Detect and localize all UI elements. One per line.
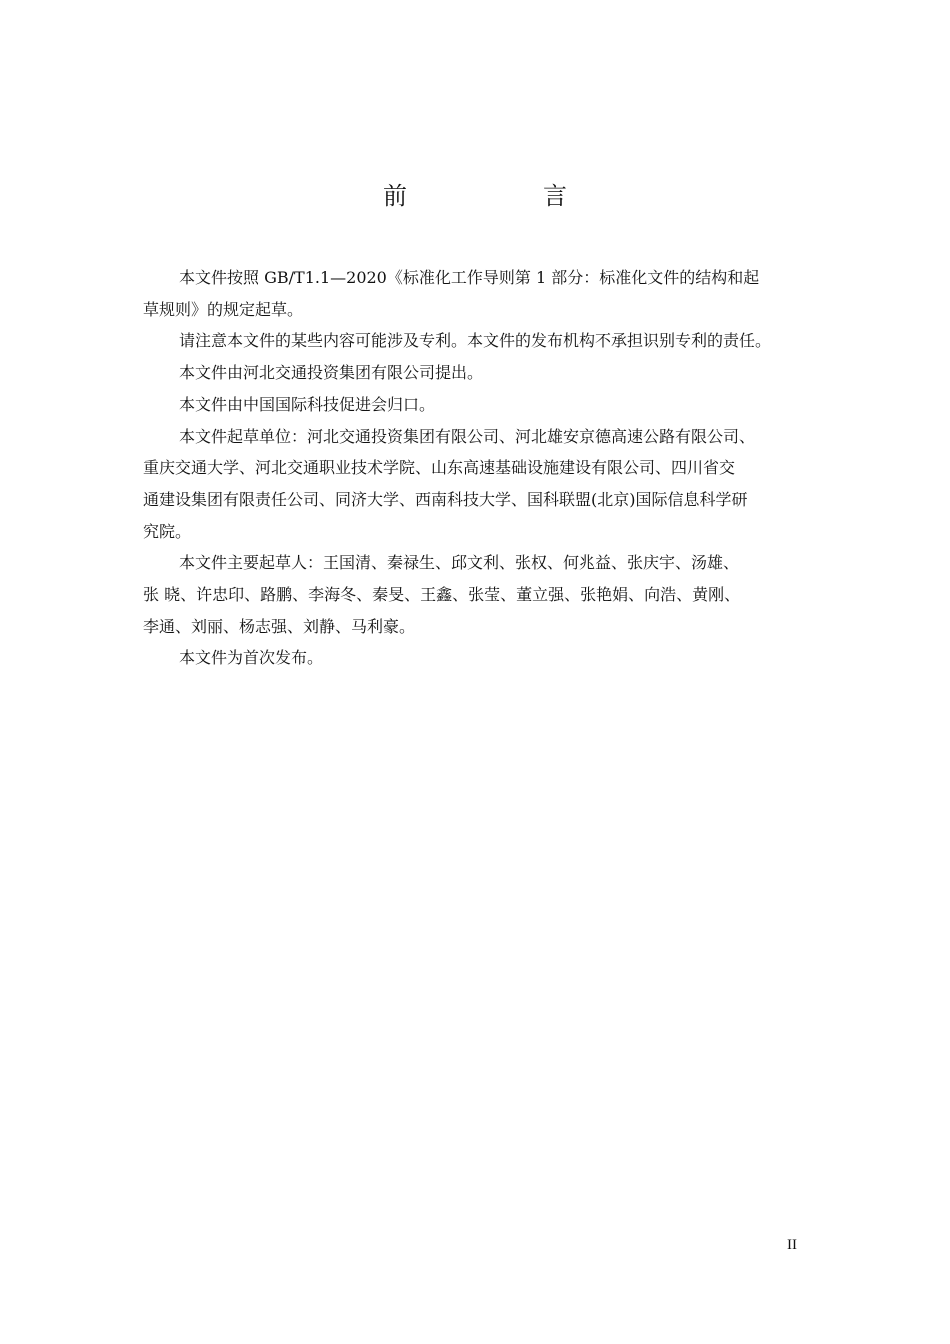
- paragraph-line: 本文件起草单位：河北交通投资集团有限公司、河北雄安京德高速公路有限公司、: [179, 426, 756, 446]
- page-number: II: [787, 1237, 797, 1253]
- paragraph-line: 本文件按照 GB/T1.1—2020《标准化工作导则第 1 部分：标准化文件的结构和起: [179, 268, 760, 287]
- page-title: 前 言: [383, 182, 623, 210]
- paragraph-administrator: [143, 389, 819, 421]
- paragraph-line: 重庆交通大学、河北交通职业技术学院、山东高速基础设施建设有限公司、四川省交: [143, 458, 736, 478]
- paragraph-first-release: [143, 642, 819, 674]
- paragraph-line: 李通、刘丽、杨志强、刘静、马利豪。: [143, 616, 416, 636]
- paragraph-line: 通建设集团有限责任公司、同济大学、西南科技大学、国科联盟(北京)国际信息科学研: [143, 489, 748, 509]
- paragraph-drafting-units: [143, 421, 819, 548]
- paragraph-drafting-basis: [143, 262, 819, 325]
- paragraph-line: 本文件由中国国际科技促进会归口。: [179, 394, 436, 414]
- paragraph-line: 本文件主要起草人：王国清、秦禄生、邱文利、张权、何兆益、张庆宇、汤雄、: [179, 553, 740, 573]
- paragraph-line: 张 晓、许忠印、路鹏、李海冬、秦旻、王鑫、张莹、董立强、张艳娟、向浩、黄刚、: [143, 585, 741, 605]
- paragraph-main-drafters: [143, 547, 819, 642]
- paragraph-line: 请注意本文件的某些内容可能涉及专利。本文件的发布机构不承担识别专利的责任。: [179, 331, 772, 351]
- paragraph-line: 究院。: [143, 521, 192, 541]
- paragraph-patent-notice: [143, 325, 819, 357]
- paragraph-line: 本文件由河北交通投资集团有限公司提出。: [179, 363, 484, 383]
- paragraph-proposer: [143, 357, 819, 389]
- paragraph-line: 本文件为首次发布。: [179, 648, 324, 668]
- foreword-body: [143, 262, 819, 674]
- paragraph-line: 草规则》的规定起草。: [143, 299, 304, 319]
